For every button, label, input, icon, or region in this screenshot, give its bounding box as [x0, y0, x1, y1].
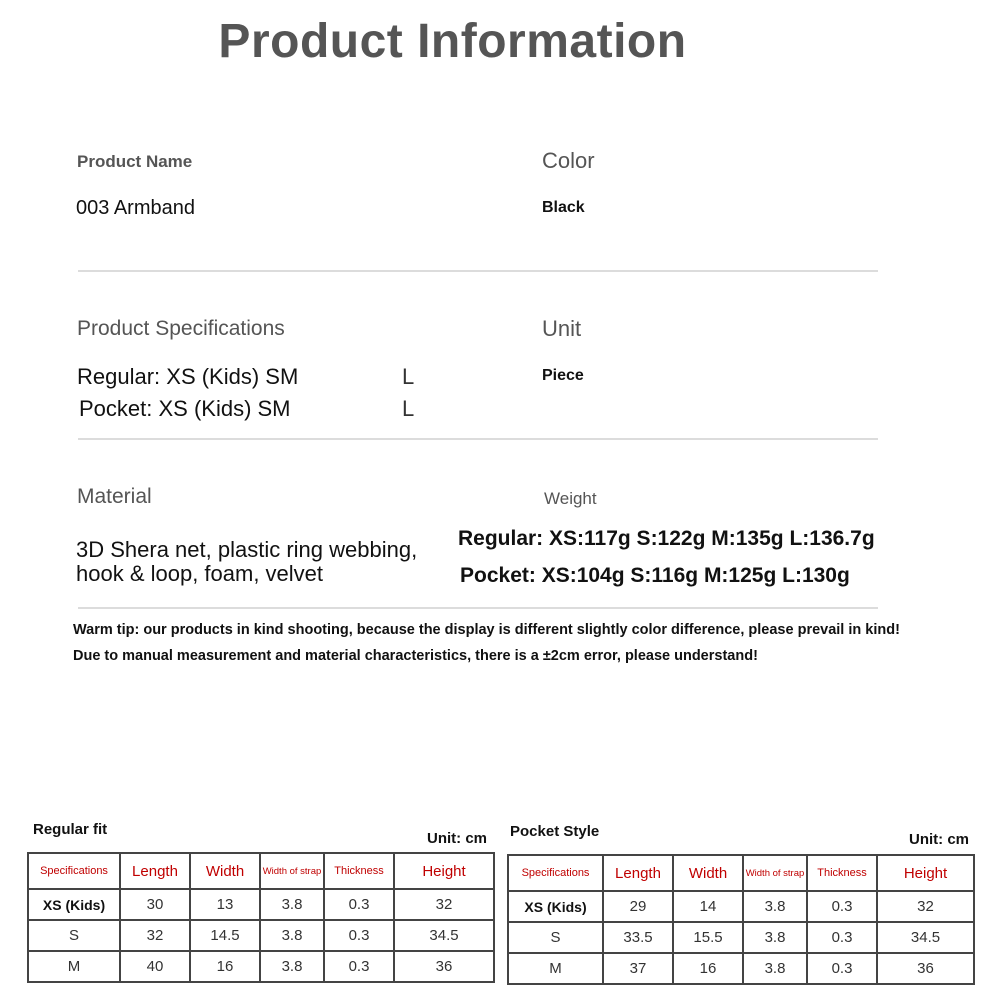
height-cell: 32: [877, 891, 974, 922]
spec-pocket-l: L: [402, 396, 415, 421]
height-cell: 36: [877, 953, 974, 984]
material-line-1: 3D Shera net, plastic ring webbing,: [76, 537, 418, 562]
spec-regular-l: L: [402, 364, 415, 389]
size-cell: XS (Kids): [28, 889, 120, 920]
length-cell: 37: [603, 953, 673, 984]
strap-width-cell: 3.8: [743, 922, 807, 953]
specifications-label: Product Specifications: [77, 317, 285, 340]
material-line-2: hook & loop, foam, velvet: [76, 561, 324, 586]
table-row: [508, 891, 974, 922]
pocket-style-title: Pocket Style: [510, 823, 600, 840]
width-cell: 16: [190, 951, 260, 982]
weight-regular: Regular: XS:117g S:122g M:135g L:136.7g: [458, 527, 875, 550]
width-cell: 14: [673, 891, 743, 922]
header-height: Height: [877, 855, 974, 891]
regular-size-table: [27, 852, 495, 983]
spec-regular: Regular: XS (Kids) SM: [77, 364, 299, 389]
height-cell: 34.5: [394, 920, 494, 951]
pocket-size-table: [507, 854, 975, 985]
thickness-cell: 0.3: [324, 889, 394, 920]
length-cell: 29: [603, 891, 673, 922]
width-cell: 14.5: [190, 920, 260, 951]
header-length: Length: [603, 855, 673, 891]
product-name-value: 003 Armband: [76, 197, 195, 219]
length-cell: 33.5: [603, 922, 673, 953]
header-length: Length: [120, 853, 190, 889]
width-cell: 16: [673, 953, 743, 984]
pocket-unit-label: Unit: cm: [909, 831, 969, 848]
table-header-row: [28, 853, 494, 889]
length-cell: 30: [120, 889, 190, 920]
strap-width-cell: 3.8: [743, 891, 807, 922]
height-cell: 36: [394, 951, 494, 982]
size-cell: M: [508, 953, 603, 984]
size-cell: XS (Kids): [508, 891, 603, 922]
thickness-cell: 0.3: [807, 922, 877, 953]
table-row: [28, 920, 494, 951]
size-cell: M: [28, 951, 120, 982]
measurement-note: Due to manual measurement and material characteristics, there is a ±2cm error, please understand!: [73, 648, 758, 664]
header-width: Width: [190, 853, 260, 889]
divider: [78, 607, 878, 609]
material-label: Material: [77, 485, 152, 508]
size-cell: S: [508, 922, 603, 953]
width-cell: 15.5: [673, 922, 743, 953]
page-title: Product Information: [218, 15, 687, 68]
weight-label: Weight: [544, 489, 597, 508]
color-value: Black: [542, 199, 585, 216]
thickness-cell: 0.3: [324, 951, 394, 982]
table-header-row: [508, 855, 974, 891]
table-row: [28, 951, 494, 982]
thickness-cell: 0.3: [807, 891, 877, 922]
header-thickness: Thickness: [807, 855, 877, 891]
header-height: Height: [394, 853, 494, 889]
weight-pocket: Pocket: XS:104g S:116g M:125g L:130g: [460, 564, 850, 587]
spec-pocket: Pocket: XS (Kids) SM: [79, 396, 291, 421]
divider: [78, 438, 878, 440]
regular-unit-label: Unit: cm: [427, 830, 487, 847]
unit-label: Unit: [542, 316, 582, 341]
header-strap-width: Width of strap: [743, 855, 807, 891]
header-width: Width: [673, 855, 743, 891]
length-cell: 32: [120, 920, 190, 951]
table-row: [508, 953, 974, 984]
strap-width-cell: 3.8: [743, 953, 807, 984]
strap-width-cell: 3.8: [260, 920, 324, 951]
regular-fit-title: Regular fit: [33, 821, 108, 838]
height-cell: 32: [394, 889, 494, 920]
warm-tip: Warm tip: our products in kind shooting, because the display is different slightly color difference, please prevail in kind!: [73, 622, 900, 638]
thickness-cell: 0.3: [807, 953, 877, 984]
header-thickness: Thickness: [324, 853, 394, 889]
table-row: [28, 889, 494, 920]
color-label: Color: [542, 148, 595, 173]
height-cell: 34.5: [877, 922, 974, 953]
table-row: [508, 922, 974, 953]
unit-value: Piece: [542, 367, 584, 384]
header-strap-width: Width of strap: [260, 853, 324, 889]
divider: [78, 270, 878, 272]
strap-width-cell: 3.8: [260, 889, 324, 920]
product-name-label: Product Name: [77, 152, 193, 171]
strap-width-cell: 3.8: [260, 951, 324, 982]
header-specifications: Specifications: [508, 855, 603, 891]
width-cell: 13: [190, 889, 260, 920]
header-specifications: Specifications: [28, 853, 120, 889]
length-cell: 40: [120, 951, 190, 982]
size-cell: S: [28, 920, 120, 951]
thickness-cell: 0.3: [324, 920, 394, 951]
